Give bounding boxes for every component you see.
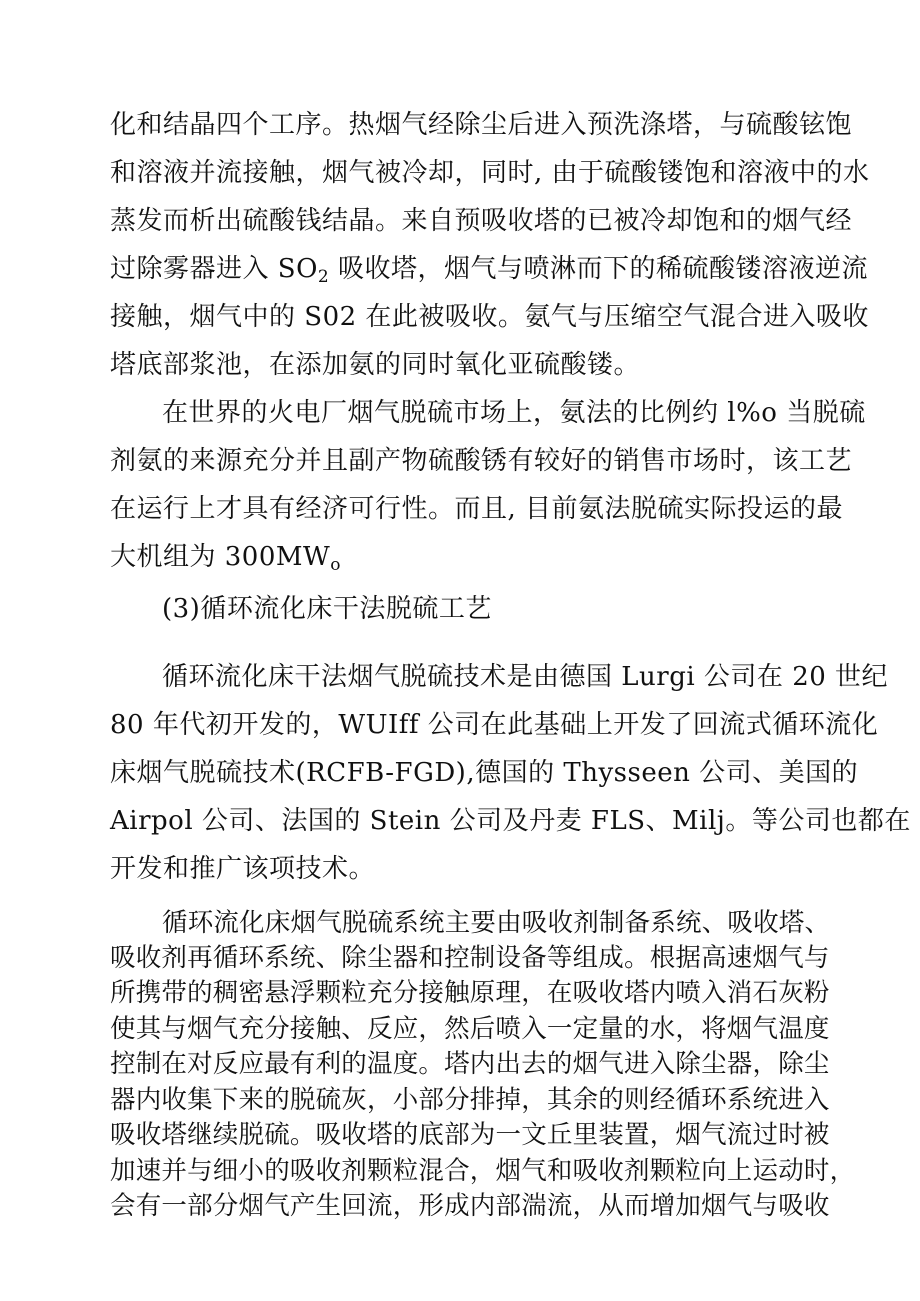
text-line: 塔底部浆池，在添加氨的同时氧化亚硫酸镂。: [110, 350, 641, 380]
text-line: [110, 254, 868, 287]
text-run: 过除雾器进入 SO: [110, 254, 318, 284]
text-line: 加速并与细小的吸收剂颗粒混合，烟气和吸收剂颗粒向上运动时，: [110, 1156, 856, 1186]
text-line: 使其与烟气充分接触、反应，然后喷入一定量的水，将烟气温度: [110, 1014, 830, 1044]
text-line: 在运行上才具有经济可行性。而且, 目前氨法脱硫实际投运的最: [110, 494, 844, 524]
text-line: 循环流化床烟气脱硫系统主要由吸收剂制备系统、吸收塔、: [162, 908, 831, 938]
text-run: 吸收塔，烟气与喷淋而下的稀硫酸镂溶液逆流: [329, 254, 868, 284]
text-line: 化和结晶四个工序。热烟气经除尘后进入预洗涤塔，与硫酸铉饱: [110, 110, 853, 140]
text-line: (3)循环流化床干法脱硫工艺: [162, 594, 492, 624]
text-line: 床烟气脱硫技术(RCFB-FGD),德国的 Thysseen 公司、美国的: [110, 758, 859, 788]
text-line: 蒸发而析出硫酸钱结晶。来自预吸收塔的已被冷却饱和的烟气经: [110, 206, 853, 236]
text-line: Airpol 公司、法国的 Stein 公司及丹麦 FLS、Milj。等公司也都在: [110, 806, 911, 836]
text-line: 吸收剂再循环系统、除尘器和控制设备等组成。根据高速烟气与: [110, 943, 830, 973]
subscript: o: [330, 555, 341, 575]
text-line: 循环流化床干法烟气脱硫技术是由德国 Lurgi 公司在 20 世纪: [162, 662, 889, 692]
text-line: 接触，烟气中的 S02 在此被吸收。氨气与压缩空气混合进入吸收: [110, 302, 869, 332]
text-line: 开发和推广该项技术。: [110, 854, 376, 884]
text-line: 80 年代初开发的，WUIff 公司在此基础上开发了回流式循环流化: [110, 710, 879, 740]
text-line: 剂氨的来源充分并且副产物硫酸锈有较好的销售市场时，该工艺: [110, 446, 853, 476]
subscript: 2: [317, 267, 330, 287]
text-line: 所携带的稠密悬浮颗粒充分接触原理，在吸收塔内喷入消石灰粉: [110, 978, 830, 1008]
text-line: 和溶液并流接触，烟气被冷却，同时, 由于硫酸镂饱和溶液中的水: [110, 158, 870, 188]
text-line: 吸收塔继续脱硫。吸收塔的底部为一文丘里装置，烟气流过时被: [110, 1120, 830, 1150]
text-line: 器内收集下来的脱硫灰，小部分排掉，其余的则经循环系统进入: [110, 1085, 830, 1115]
text-run: 大机组为 300MW: [110, 542, 331, 572]
text-line: 在世界的火电厂烟气脱硫市场上，氨法的比例约 l%o 当脱硫: [162, 398, 866, 428]
text-line: [110, 542, 341, 575]
text-line: 控制在对反应最有利的温度。塔内出去的烟气进入除尘器，除尘: [110, 1049, 830, 1079]
text-line: 会有一部分烟气产生回流，形成内部湍流，从而增加烟气与吸收: [110, 1191, 830, 1221]
